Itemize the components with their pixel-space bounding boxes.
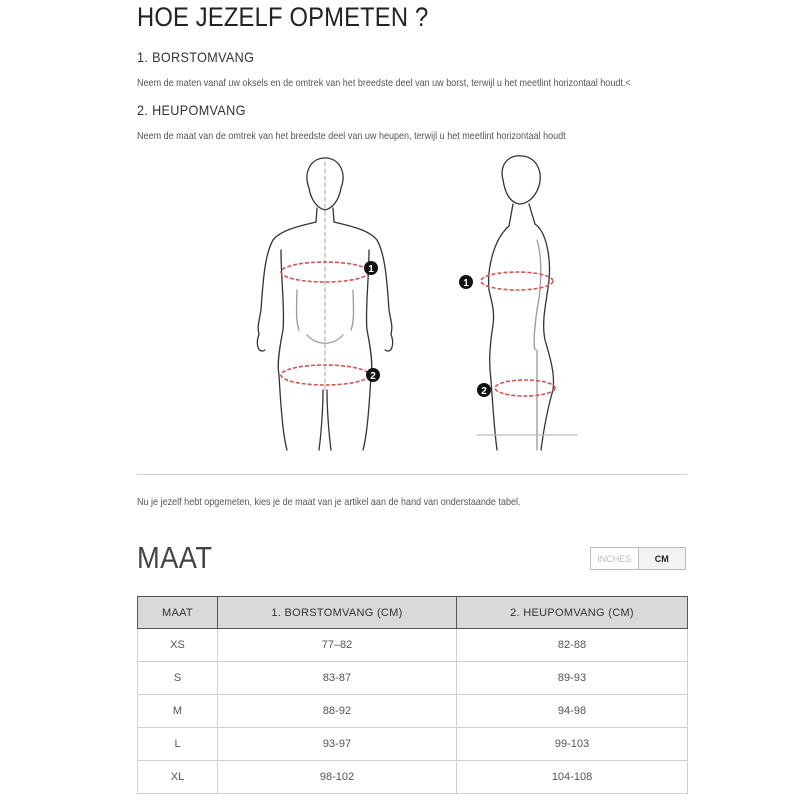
size-cell: XS	[138, 629, 218, 662]
section-text-chest: Neem de maten vanaf uw oksels en de omtrek van het breedste deel van uw borst, terwijl u het meetlint horizontaal houdt.<	[137, 77, 631, 89]
page-title: HOE JEZELF OPMETEN ?	[137, 2, 429, 32]
front-marker-2	[366, 368, 380, 382]
table-header-maat: MAAT	[138, 597, 218, 629]
hips-cell: 82-88	[457, 629, 688, 662]
body-measurement-illustration	[237, 150, 637, 460]
hips-cell: 104-108	[457, 761, 688, 794]
unit-toggle	[590, 547, 686, 570]
table-row	[138, 629, 688, 662]
front-figure	[257, 158, 392, 450]
size-cell: S	[138, 662, 218, 695]
size-cell: L	[138, 728, 218, 761]
svg-text:2: 2	[481, 386, 487, 397]
side-marker-1	[459, 275, 473, 289]
svg-text:1: 1	[368, 264, 374, 275]
inches-button[interactable]: INCHES	[591, 548, 638, 569]
section-text-hips: Neem de maat van de omtrek van het breedste deel van uw heupen, terwijl u het meetlint horizontaal houdt	[137, 130, 566, 142]
hips-cell: 89-93	[457, 662, 688, 695]
size-cell: XL	[138, 761, 218, 794]
side-marker-2	[477, 383, 491, 397]
size-table	[137, 596, 688, 794]
svg-text:1: 1	[463, 278, 469, 289]
front-marker-1	[364, 261, 378, 275]
cm-button[interactable]: CM	[638, 548, 686, 569]
chest-cell: 98-102	[218, 761, 457, 794]
chest-cell: 88-92	[218, 695, 457, 728]
table-row	[138, 662, 688, 695]
section-divider	[137, 474, 687, 475]
chest-cell: 83-87	[218, 662, 457, 695]
side-figure	[477, 156, 577, 450]
instruction-note: Nu je jezelf hebt opgemeten, kies je de maat van je artikel aan de hand van onderstaande tabel.	[137, 496, 521, 508]
section-heading-hips: 2. HEUPOMVANG	[137, 102, 246, 118]
hips-cell: 94-98	[457, 695, 688, 728]
section-heading-chest: 1. BORSTOMVANG	[137, 49, 255, 65]
chest-cell: 93-97	[218, 728, 457, 761]
size-cell: M	[138, 695, 218, 728]
table-header-chest: 1. BORSTOMVANG (CM)	[218, 597, 457, 629]
hips-cell: 99-103	[457, 728, 688, 761]
size-title: MAAT	[137, 540, 213, 575]
svg-text:2: 2	[370, 371, 376, 382]
side-hip-measure	[495, 380, 555, 396]
chest-cell: 77–82	[218, 629, 457, 662]
side-chest-measure	[481, 272, 553, 290]
table-row	[138, 761, 688, 794]
front-chest-measure	[281, 262, 369, 282]
table-row	[138, 728, 688, 761]
table-header-hips: 2. HEUPOMVANG (CM)	[457, 597, 688, 629]
table-row	[138, 695, 688, 728]
table-header-row	[138, 597, 688, 629]
